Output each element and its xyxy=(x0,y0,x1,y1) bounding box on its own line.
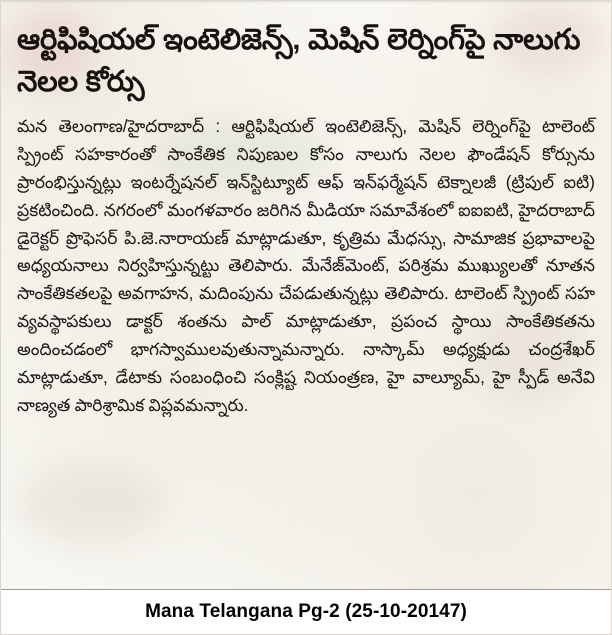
article-headline: ఆర్టిఫిషియల్ ఇంటెలిజెన్స్, మెషిన్ లెర్నింగ్‌పై నాలుగు నెలల కోర్సు xyxy=(17,24,581,99)
newsprint-blotch xyxy=(21,464,161,544)
source-caption: Mana Telangana Pg-2 (25-10-20147) xyxy=(145,601,467,622)
article xyxy=(1,1,611,420)
caption-bar xyxy=(1,589,611,634)
article-body xyxy=(17,113,595,419)
article-body-text: మన తెలంగాణ/హైదరాబాద్ : ఆర్టిఫిషియల్ ఇంటెలిజెన్స్, మెషిన్ లెర్నింగ్‌పై టాలెంట్ స్ప్రింట్ సహకారంతో సాంకేతిక నిపుణుల కోసం నాలుగు నెలల ఫౌండేషన్ కోర్సును ప్రారంభిస్తున్నట్లు ఇంటర్నేషనల్ ఇన్‌స్టిట్యూట్ ఆఫ్ ఇన్‌ఫర్మేషన్ టెక్నాలజీ (ట్రిపుల్ ఐటి) ప్రకటించింది. నగరంలో మంగళవారం జరిగిన మీడియా సమావేశంలో ఐఐఐటి, హైదరాబాద్ డైరెక్టర్ ప్రొఫెసర్ పి.జె.నారాయణ్ మాట్లాడుతూ, కృత్రిమ మేధస్సు, సామాజిక ప్రభావాలపై అధ్యయనాలు నిర్వహిస్తున్నట్టు తెలిపారు. మేనేజ్‌మెంట్, పరిశ్రమ ముఖ్యులతో నూతన సాంకేతికతలపై అవగాహన, మదింపును చేపడుతున్నట్లు తెలిపారు. టాలెంట్ స్ప్రింట్ సహ వ్యవస్థాపకులు డాక్టర్ శంతను పాల్ మాట్లాడుతూ, ప్రపంచ స్థాయి సాంకేతికతను అందించడంలో భాగస్వాములవుతున్నామన్నారు. నాస్కామ్ అధ్యక్షుడు చంద్రశేఖర్ మాట్లాడుతూ, డేటాకు సంబంధించి సంక్లిష్ట నియంత్రణ, హై వాల్యూమ్, హై స్పీడ్ అనేవి నాణ్యత పారిశ్రామిక విప్లవమన్నారు. xyxy=(17,116,595,415)
